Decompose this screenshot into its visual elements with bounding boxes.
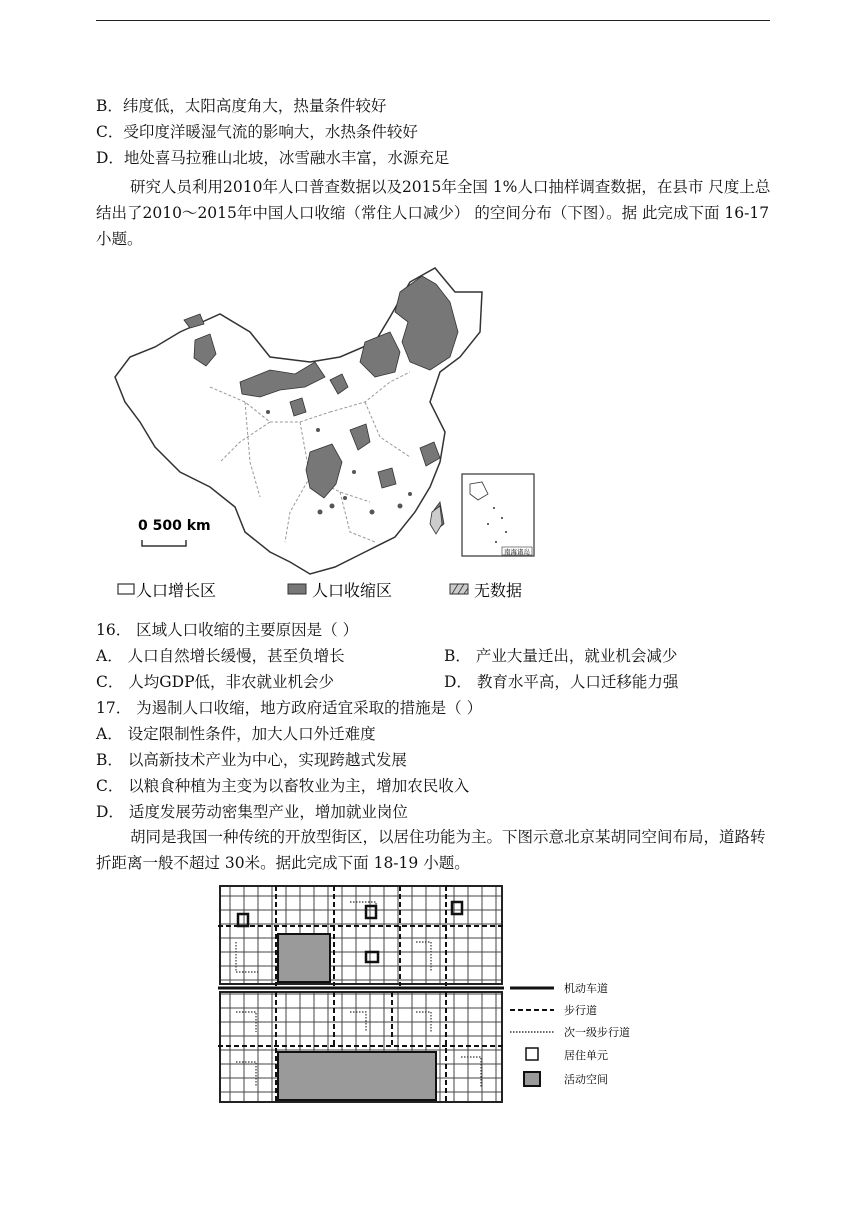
legend-growth-swatch — [118, 584, 134, 594]
q16-stem: 16． 区域人口收缩的主要原因是（ ） — [96, 621, 359, 639]
legend-growth-label: 人口增长区 — [136, 581, 217, 600]
legend-residence-swatch — [526, 1048, 538, 1060]
scale-label: 0 500 km — [138, 518, 211, 534]
q16-option-b: B． 产业大量迁出，就业机会减少 — [444, 647, 678, 665]
legend-nodata-label: 无数据 — [474, 581, 523, 600]
q17-stem: 17． 为遏制人口收缩，地方政府适宜采取的措施是（ ） — [96, 699, 483, 717]
upper-block — [220, 886, 502, 984]
activity-space-lower — [278, 1052, 436, 1100]
south-china-sea-inset — [462, 474, 534, 556]
legend-walk-label: 步行道 — [564, 1004, 597, 1017]
china-population-map — [110, 262, 550, 612]
hutong-layout-diagram — [216, 882, 652, 1108]
q17-option-b: B． 以高新技术产业为中心，实现跨越式发展 — [96, 751, 407, 769]
legend-sub-walk-label: 次一级步行道 — [564, 1026, 630, 1039]
q16-option-a: A． 人口自然增长缓慢，甚至负增长 — [96, 647, 345, 665]
legend-residence-label: 居住单元 — [564, 1049, 608, 1062]
option-d-prev: D．地处喜马拉雅山北坡，冰雪融水丰富，水源充足 — [96, 149, 450, 167]
inset-label: 南海诸岛 — [504, 548, 530, 556]
scale-bar — [142, 540, 186, 546]
header-rule — [96, 20, 770, 21]
q17-option-a: A． 设定限制性条件，加大人口外迁难度 — [96, 725, 376, 743]
activity-space-upper — [278, 934, 330, 982]
q16-option-d: D． 教育水平高，人口迁移能力强 — [444, 673, 679, 691]
option-b-prev: B．纬度低，太阳高度角大，热量条件较好 — [96, 97, 387, 115]
legend-activity-swatch — [524, 1072, 540, 1086]
legend-shrink-label: 人口收缩区 — [312, 581, 393, 600]
legend-motor-label: 机动车道 — [564, 982, 608, 995]
q17-option-d: D． 适度发展劳动密集型产业，增加就业岗位 — [96, 803, 408, 821]
intro-paragraph-2: 胡同是我国一种传统的开放型街区，以居住功能为主。下图示意北京某胡同空间布局，道路转折距离一般不超过 30米。据此完成下面 18-19 小题。 — [96, 828, 766, 872]
legend-activity-label: 活动空间 — [564, 1073, 608, 1086]
legend-shrink-swatch — [288, 584, 306, 594]
q17-option-c: C． 以粮食种植为主变为以畜牧业为主，增加农民收入 — [96, 777, 470, 795]
intro-paragraph-1: 研究人员利用2010年人口普查数据以及2015年全国 1%人口抽样调查数据，在县市 尺度上总结出了2010～2015年中国人口收缩（常住人口减少） 的空间分布（下图）。据 此完成下面 16-17小题。 — [96, 178, 771, 248]
option-c-prev: C．受印度洋暖湿气流的影响大，水热条件较好 — [96, 123, 418, 141]
q16-option-c: C． 人均GDP低，非农就业机会少 — [96, 673, 335, 691]
